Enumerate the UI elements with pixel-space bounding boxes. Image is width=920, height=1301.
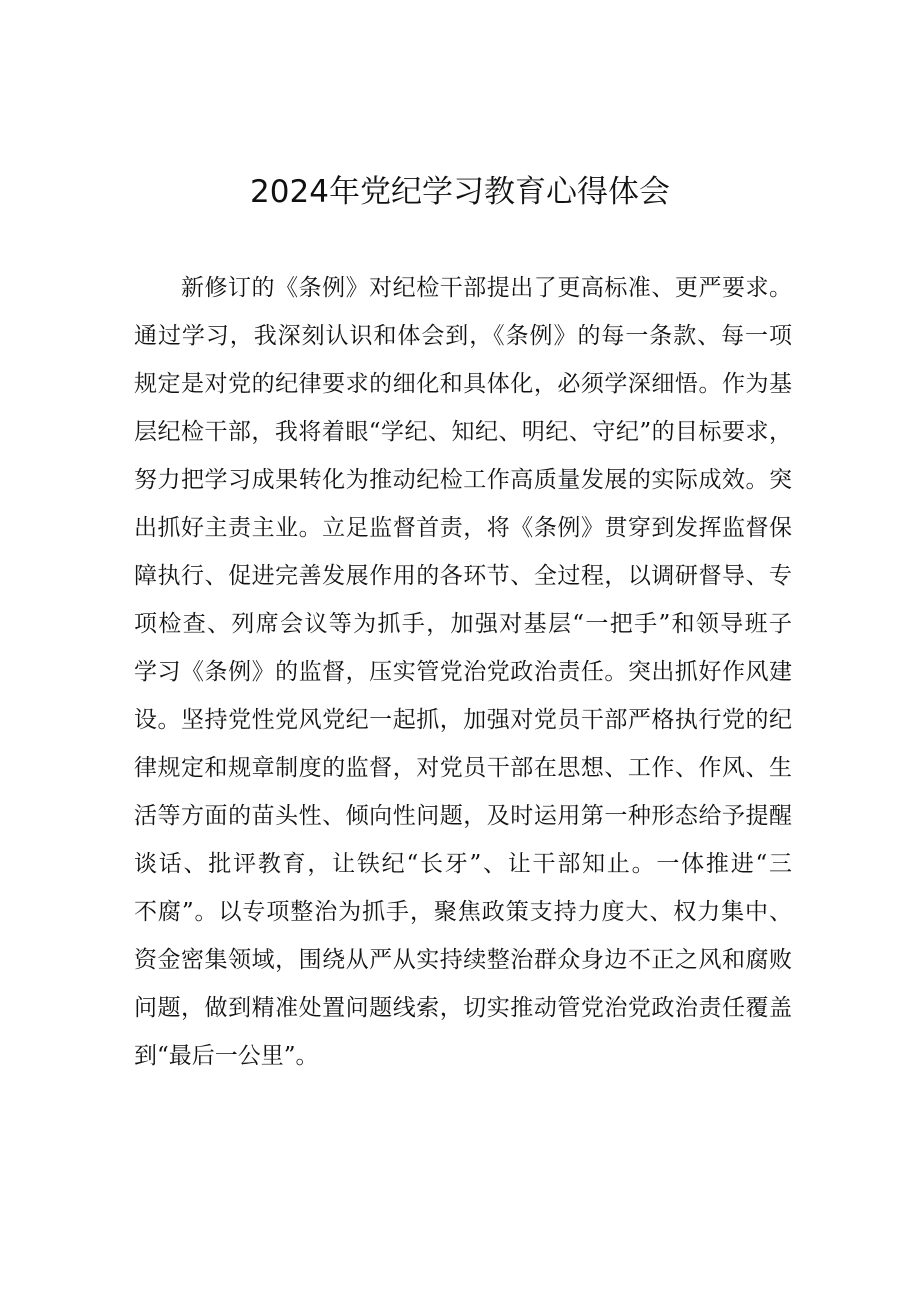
body-line: 新修订的《条例》对纪检干部提出了更高标准、更严要求。 xyxy=(181,275,792,301)
body-line: 出抓好主责主业。立足监督首责，将《条例》贯穿到发挥监督保 xyxy=(134,515,792,541)
body-line: 规定是对党的纪律要求的细化和具体化，必须学深细悟。作为基 xyxy=(134,371,792,397)
body-line: 层纪检干部，我将着眼“学纪、知纪、明纪、守纪”的目标要求， xyxy=(134,419,792,445)
body-line: 设。坚持党性党风党纪一起抓，加强对党员干部严格执行党的纪 xyxy=(134,707,792,733)
body-line: 障执行、促进完善发展作用的各环节、全过程，以调研督导、专 xyxy=(134,563,792,589)
body-line: 活等方面的苗头性、倾向性问题，及时运用第一种形态给予提醒 xyxy=(134,803,792,829)
body-line: 问题，做到精准处置问题线索，切实推动管党治党政治责任覆盖 xyxy=(134,995,792,1021)
body-line: 项检查、列席会议等为抓手，加强对基层“一把手”和领导班子 xyxy=(134,611,792,637)
body-line: 资金密集领域，围绕从严从实持续整治群众身边不正之风和腐败 xyxy=(134,947,792,973)
body-line: 努力把学习成果转化为推动纪检工作高质量发展的实际成效。突 xyxy=(134,467,792,493)
document-title: 2024年党纪学习教育心得体会 xyxy=(250,174,670,210)
body-line: 不腐”。以专项整治为抓手，聚焦政策支持力度大、权力集中、 xyxy=(134,899,792,925)
body-line: 通过学习，我深刻认识和体会到，《条例》的每一条款、每一项 xyxy=(134,323,792,349)
body-line: 律规定和规章制度的监督，对党员干部在思想、工作、作风、生 xyxy=(134,755,792,781)
body-line: 到“最后一公里”。 xyxy=(134,1043,319,1069)
document-body xyxy=(134,264,792,1080)
body-line: 学习《条例》的监督，压实管党治党政治责任。突出抓好作风建 xyxy=(134,659,792,685)
body-line: 谈话、批评教育，让铁纪“长牙”、让干部知止。一体推进“三 xyxy=(134,851,792,877)
